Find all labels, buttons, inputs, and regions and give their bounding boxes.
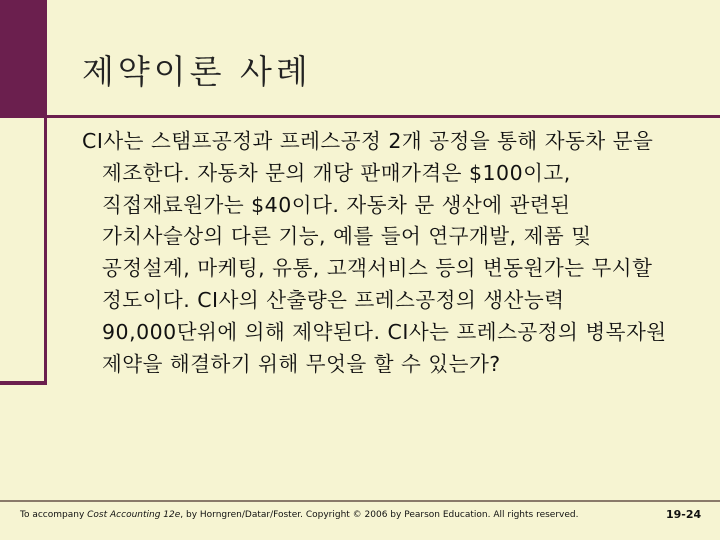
slide-title: 제약이론 사례 [82,52,312,91]
slide-body [82,126,682,380]
page-number: 19-24 [666,508,702,521]
footer-suffix: , by Horngren/Datar/Foster. Copyright © 2006 by Pearson Education. All rights reserved. [180,510,579,520]
accent-bar-bottom [0,118,47,384]
footer-prefix: To accompany [20,510,88,520]
footer-book-title: Cost Accounting 12e [87,510,181,520]
accent-bar-bottom-edge [0,381,47,385]
title-divider [47,115,720,118]
body-paragraph [82,126,682,380]
body-text: CI사는 스탬프공정과 프레스공정 2개 공정을 통해 자동차 문을 제조한다. 자동차 문의 개당 판매가격은 $100이고, 직접재료원가는 $40이다. 자동차 문 생산에 관련된 가치사슬상의 다른 기능, 예를 들어 연구개발, 제품 및 공정설계, 마케팅, 유통, 고객서비스 등의 변동원가는 무시할 정도이다. CI사의 산출량은 프레스공정의 생산능력 90,000단위에 의해 제약된다. CI사는 프레스공정의 병목자원 제약을 해결하기 위해 무엇을 할 수 있는가? [82,129,667,376]
footer-text [20,510,578,520]
footer-rule [0,500,720,502]
accent-bar-top [0,0,47,118]
